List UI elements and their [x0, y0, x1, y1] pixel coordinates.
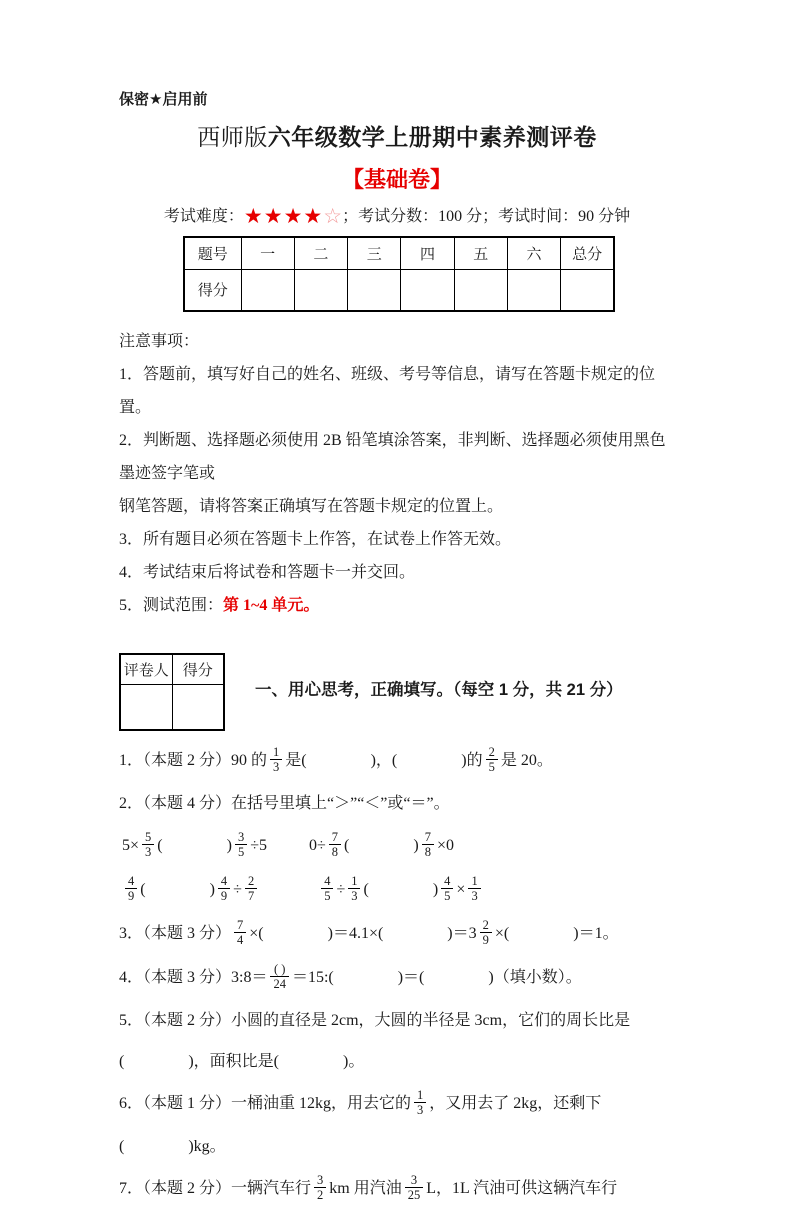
- fraction-denominator: 9: [218, 888, 230, 903]
- fraction: [480, 918, 492, 947]
- fraction: [270, 745, 282, 774]
- fraction-denominator: 3: [348, 888, 360, 903]
- fraction: [245, 874, 257, 903]
- text-run: ÷: [233, 881, 242, 899]
- text-run: ×0: [436, 837, 454, 855]
- star-empty-icon: ☆: [323, 204, 343, 228]
- text-run: ( )kg。: [119, 1138, 226, 1155]
- score-table-header-cell: 四: [401, 237, 454, 269]
- score-table-header-cell: 二: [294, 237, 347, 269]
- fraction: [235, 830, 247, 859]
- fraction-denominator: 5: [486, 759, 498, 774]
- fraction-numerator: 1: [417, 1088, 424, 1102]
- notice-item5-prefix: 5．测试范围：: [119, 597, 224, 614]
- fraction-denominator: 7: [245, 888, 257, 903]
- text-run: 4．（本题 3 分）3:8＝: [119, 969, 268, 987]
- text-run: ( ): [140, 881, 215, 899]
- score-table-header-cell: 一: [241, 237, 294, 269]
- score-table-score-row: [184, 269, 614, 311]
- text-run: ( ): [344, 837, 419, 855]
- text-run: ÷5: [250, 837, 267, 855]
- fraction-denominator: 5: [321, 888, 333, 903]
- fraction: [234, 918, 246, 947]
- exam-info-line: [119, 203, 675, 229]
- question-4: [119, 962, 675, 995]
- grader-box-label-row: [120, 654, 224, 684]
- fraction-denominator: 3: [270, 759, 282, 774]
- fraction: [486, 745, 498, 774]
- fraction: [468, 874, 480, 903]
- question-1: [119, 745, 675, 778]
- fraction-denominator: 25: [405, 1187, 424, 1202]
- text-run: 0÷: [308, 837, 326, 855]
- grader-label: 评卷人: [120, 654, 172, 684]
- notice-item: 1．答题前，填写好自己的姓名、班级、考号等信息，请写在答题卡规定的位置。: [119, 366, 656, 416]
- fraction-denominator: 3: [142, 844, 154, 859]
- fraction-denominator: 5: [441, 888, 453, 903]
- fraction-denominator: 4: [234, 932, 246, 947]
- score-cell-empty: [401, 269, 454, 311]
- fraction: [142, 830, 154, 859]
- security-notice: 保密★启用前: [119, 91, 208, 108]
- fraction-denominator: 24: [270, 976, 289, 991]
- question-5-line-2: [119, 1047, 675, 1077]
- text-run: ＝15:( )＝( )（填小数）。: [291, 969, 582, 987]
- fraction: [348, 874, 360, 903]
- question-6-line-2: [119, 1132, 675, 1162]
- score-cell-empty: [172, 684, 224, 730]
- text-run: ÷: [336, 881, 346, 899]
- score-cell-empty: [454, 269, 507, 311]
- text-run: 3．（本题 3 分）: [119, 925, 232, 943]
- notice-item: 2．判断题、选择题必须使用 2B 铅笔填涂答案，非判断、选择题必须使用黑色墨迹签字笔或: [119, 432, 666, 482]
- notice-section: [119, 325, 675, 622]
- score-table-header-cell: 总分: [561, 237, 614, 269]
- fraction: [405, 1173, 424, 1202]
- fraction-denominator: 8: [329, 844, 341, 859]
- text-run: ×( )＝4.1×( )＝3: [249, 925, 477, 943]
- question-2-compare-row-2: [119, 874, 675, 907]
- score-table-header-cell: 六: [507, 237, 560, 269]
- grader-cell-empty: [120, 684, 172, 730]
- fraction-numerator: 7: [331, 830, 339, 844]
- score-cell-empty: [348, 269, 401, 311]
- fraction: [422, 830, 434, 859]
- fraction-denominator: 3: [468, 888, 480, 903]
- paper-subtitle: 【基础卷】: [341, 167, 452, 192]
- fraction: [125, 874, 137, 903]
- text-run: 1．（本题 2 分）90 的: [119, 752, 268, 770]
- fraction-denominator: 5: [235, 844, 247, 859]
- fraction: [329, 830, 341, 859]
- text-run: 5×: [122, 837, 140, 855]
- grader-box-empty-row: [120, 684, 224, 730]
- score-summary-table: [183, 236, 615, 312]
- fraction-numerator: 7: [424, 830, 431, 844]
- text-run: 7．（本题 2 分）一辆汽车行: [119, 1180, 312, 1198]
- question-7: [119, 1173, 675, 1206]
- fraction-numerator: 2: [488, 745, 495, 759]
- text-run: ，又用去了 2kg，还剩下: [429, 1095, 602, 1113]
- notice-item: 3．所有题目必须在答题卡上作答，在试卷上作答无效。: [119, 531, 512, 548]
- text-run: L，1L 汽油可供这辆汽车行: [426, 1180, 618, 1198]
- question-2-compare-row-1: [119, 830, 675, 863]
- fraction-numerator: 1: [471, 874, 478, 888]
- notice-heading: 注意事项：: [119, 333, 200, 350]
- notice-item: 4．考试结束后将试卷和答题卡一并交回。: [119, 564, 416, 581]
- text-run: 5．（本题 2 分）小圆的直径是 2cm，大圆的半径是 3cm，它们的周长比是: [119, 1012, 631, 1029]
- question-list: [119, 745, 675, 1206]
- fraction-numerator: 4: [128, 874, 135, 888]
- score-table-header-cell: 三: [348, 237, 401, 269]
- score-label: 得分: [172, 654, 224, 684]
- text-run: 是 20。: [500, 752, 553, 770]
- fraction: [414, 1088, 426, 1117]
- fraction-numerator: 4: [220, 874, 228, 888]
- fraction: [441, 874, 453, 903]
- grader-score-box: [119, 653, 225, 731]
- text-run: ×: [456, 881, 466, 899]
- score-table-header-cell: 题号: [184, 237, 241, 269]
- text-run: ( ): [157, 837, 232, 855]
- question-2: [119, 789, 675, 819]
- score-cell-empty: [294, 269, 347, 311]
- fraction-denominator: 9: [125, 888, 137, 903]
- fraction-numerator: 3: [317, 1173, 324, 1187]
- question-6-line-1: [119, 1088, 675, 1121]
- text-run: ( ): [363, 881, 439, 899]
- fraction-denominator: 2: [314, 1187, 326, 1202]
- fraction-denominator: 9: [480, 932, 492, 947]
- fraction-numerator: 1: [351, 874, 358, 888]
- fraction-numerator: 4: [324, 874, 331, 888]
- text-run: 6．（本题 1 分）一桶油重 12kg，用去它的: [119, 1095, 412, 1113]
- question-5-line-1: [119, 1006, 675, 1036]
- section1-title: 一、用心思考，正确填写。（每空 1 分，共 21 分）: [255, 681, 623, 699]
- score-cell-empty: [561, 269, 614, 311]
- score-row-label: 得分: [184, 269, 241, 311]
- fraction-denominator: 3: [414, 1102, 426, 1117]
- notice-item: [119, 589, 675, 622]
- fraction-numerator: 5: [145, 830, 152, 844]
- score-cell-empty: [507, 269, 560, 311]
- fraction: [270, 962, 289, 991]
- score-time-text: ；考试分数：100 分；考试时间：90 分钟: [342, 208, 631, 225]
- fraction-denominator: 8: [422, 844, 434, 859]
- paper-title-prefix: 西师版: [197, 124, 268, 150]
- fraction-numerator: 2: [482, 918, 489, 932]
- fraction-numerator: 4: [444, 874, 451, 888]
- text-run: 2．（本题 4 分）在括号里填上“＞”“＜”或“＝”。: [119, 795, 450, 812]
- text-run: km 用汽油: [329, 1180, 402, 1198]
- fraction-numerator: 3: [410, 1173, 418, 1187]
- score-cell-empty: [241, 269, 294, 311]
- score-table-header-row: [184, 237, 614, 269]
- score-table-header-cell: 五: [454, 237, 507, 269]
- question-3: [119, 918, 675, 951]
- fraction-numerator: 3: [237, 830, 245, 844]
- fraction: [314, 1173, 326, 1202]
- star-filled-icons: ★★★★: [243, 204, 324, 228]
- text-run: ×( )＝1。: [494, 925, 619, 943]
- grader-and-section-row: [119, 653, 675, 731]
- fraction: [321, 874, 333, 903]
- fraction-numerator: ( ): [273, 962, 286, 976]
- text-run: 是( )，( )的: [285, 752, 483, 770]
- fraction: [218, 874, 230, 903]
- notice-item-continuation: 钢笔答题，请将答案正确填写在答题卡规定的位置上。: [119, 498, 504, 515]
- notice-item5-test-range: 第 1~4 单元。: [223, 597, 320, 614]
- paper-title-main: 六年级数学上册期中素养测评卷: [267, 124, 597, 150]
- text-run: ( )，面积比是( )。: [119, 1053, 365, 1070]
- paper-title: [119, 119, 675, 152]
- fraction-numerator: 2: [247, 874, 255, 888]
- fraction-numerator: 1: [273, 745, 280, 759]
- fraction-numerator: 7: [237, 918, 244, 932]
- difficulty-label: 考试难度：: [163, 208, 244, 225]
